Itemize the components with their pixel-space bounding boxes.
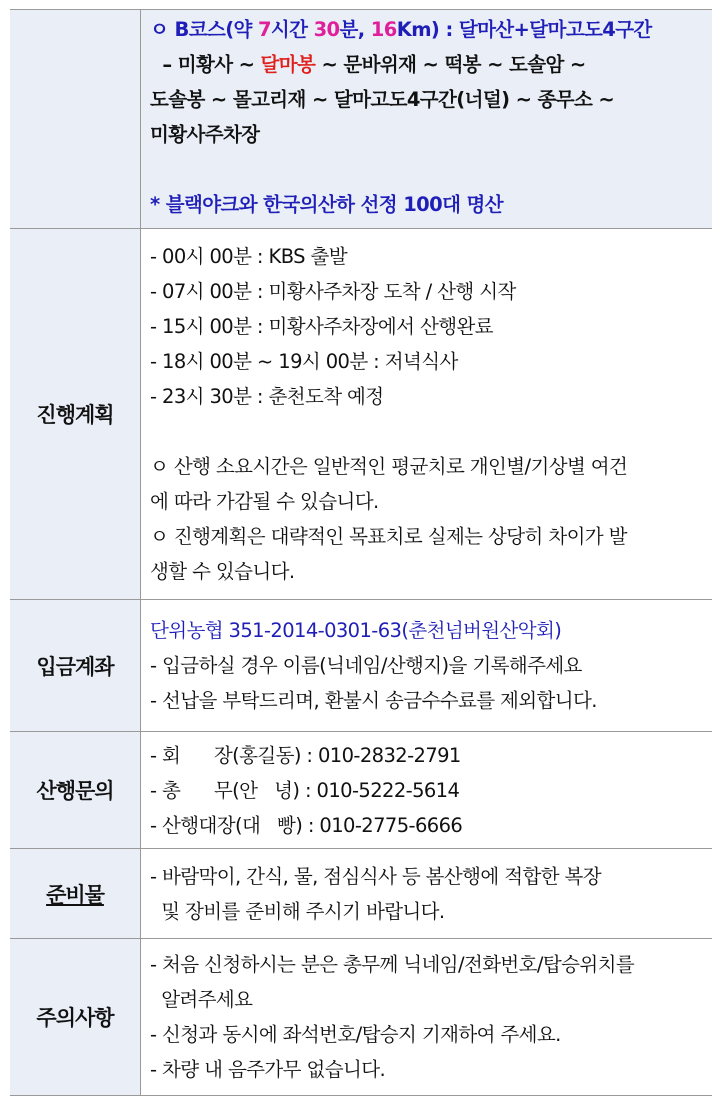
course-hours: 7 [257, 18, 271, 41]
schedule-note: ㅇ 산행 소요시간은 일반적인 평균치로 개인별/기상별 여건 [150, 455, 628, 478]
schedule-label: 진행계획 [10, 229, 141, 600]
deposit-item: - 선납을 부탁드리며, 환불시 송금수수료를 제외합니다. [150, 689, 597, 712]
schedule-item: - 15시 00분 : 미황사주차장에서 산행완료 [150, 315, 493, 338]
course-bullet: ㅇ [150, 18, 169, 41]
schedule-item: - 00시 00분 : KBS 출발 [150, 245, 347, 268]
course-spacer [150, 152, 712, 187]
hiking-info-table [10, 9, 712, 1096]
contact-item: - 회 장(홍길동) : 010-2832-2791 [150, 743, 461, 767]
course-duration-open: (약 [225, 18, 258, 41]
course-row [10, 10, 712, 229]
cautions-item: - 처음 신청하시는 분은 총무께 닉네임/전화번호/탑승위치를 [150, 953, 635, 976]
contact-cell [141, 732, 713, 849]
cautions-cell [141, 939, 713, 1096]
schedule-note: 생할 수 있습니다. [150, 560, 295, 583]
course-distance: 16 [370, 18, 397, 41]
course-route-start: – 미황사 ~ [150, 53, 261, 76]
supplies-label: 준비물 [46, 882, 104, 907]
schedule-note: 에 따라 가감될 수 있습니다. [150, 490, 379, 513]
course-note: * 블랙야크와 한국의산하 선정 100대 명산 [150, 193, 504, 216]
deposit-label: 입금계좌 [10, 600, 141, 732]
course-route-peak: 달마봉 [260, 53, 316, 76]
course-title-line [150, 12, 712, 47]
schedule-note: ㅇ 진행계획은 대략적인 목표치로 실제는 상당히 차이가 발 [150, 525, 627, 548]
course-name: B코스 [174, 18, 226, 41]
course-minutes: 30 [313, 18, 340, 41]
cautions-item: - 차량 내 음주가무 없습니다. [150, 1058, 386, 1081]
course-route-line-1 [150, 47, 712, 82]
cautions-label: 주의사항 [10, 939, 141, 1096]
cautions-row [10, 939, 712, 1096]
schedule-item: - 07시 00분 : 미황사주차장 도착 / 산행 시작 [150, 280, 516, 303]
cautions-item: 알려주세요 [150, 988, 253, 1011]
deposit-row [10, 600, 712, 732]
course-colon: : [439, 18, 459, 41]
course-route-line-3: 미황사주차장 [150, 123, 260, 146]
contact-item: - 총 무(안 녕) : 010-5222-5614 [150, 778, 460, 802]
course-minutes-unit: 분, [339, 18, 371, 41]
schedule-item: - 18시 00분 ~ 19시 00분 : 저녁식사 [150, 350, 458, 373]
deposit-account: 단위농협 351-2014-0301-63(춘천넘버원산악회) [150, 619, 562, 642]
schedule-row [10, 229, 712, 600]
course-route-rest: ~ 문바위재 ~ 떡봉 ~ 도솔암 ~ [315, 53, 586, 76]
supplies-item: - 바람막이, 간식, 물, 점심식사 등 봄산행에 적합한 복장 [150, 864, 601, 888]
supplies-item: 및 장비를 준비해 주시기 바랍니다. [150, 899, 445, 923]
supplies-cell [141, 849, 713, 939]
schedule-cell [141, 229, 713, 600]
contact-item: - 산행대장(대 빵) : 010-2775-6666 [150, 813, 463, 837]
schedule-item: - 23시 30분 : 춘천도착 예정 [150, 385, 384, 408]
course-route-line-2: 도솔봉 ~ 몰고리재 ~ 달마고도4구간(너덜) ~ 종무소 ~ [150, 88, 615, 111]
supplies-row [10, 849, 712, 939]
schedule-spacer [150, 414, 712, 449]
course-label-cell [10, 10, 141, 229]
supplies-label-cell [10, 849, 141, 939]
contact-row [10, 732, 712, 849]
deposit-item: - 입금하실 경우 이름(닉네임/산행지)을 기록해주세요 [150, 654, 582, 677]
cautions-item: - 신청과 동시에 좌석번호/탑승지 기재하여 주세요. [150, 1023, 561, 1046]
deposit-cell [141, 600, 713, 732]
course-cell [141, 10, 713, 229]
course-hours-unit: 시간 [270, 18, 314, 41]
contact-label: 산행문의 [10, 732, 141, 849]
course-route-name: 달마산+달마고도4구간 [458, 18, 652, 41]
course-distance-unit: Km) [396, 18, 440, 41]
